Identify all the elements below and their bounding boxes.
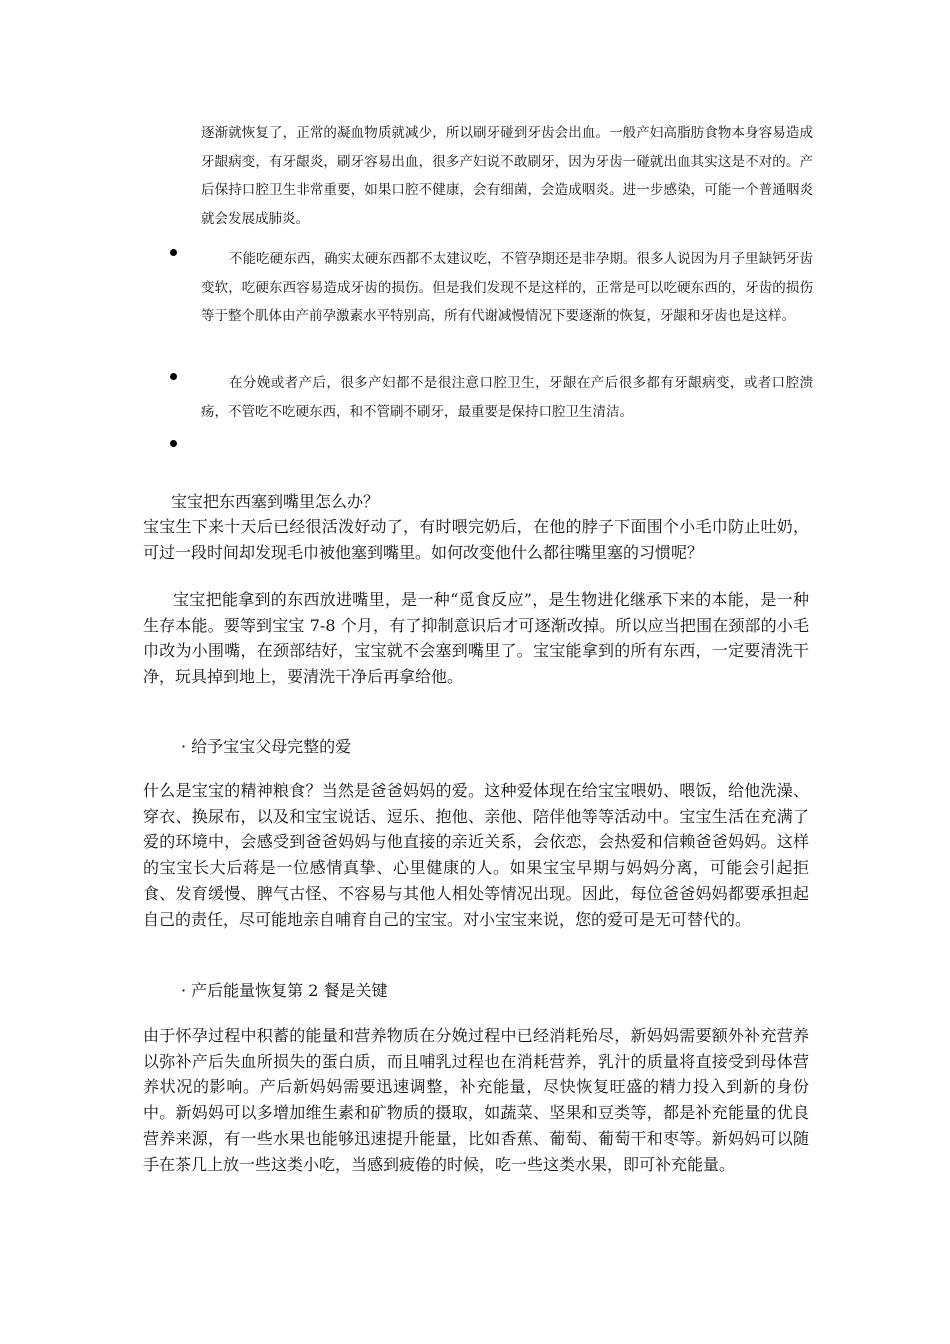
bullet-icon xyxy=(170,440,177,447)
section-heading: · 给予宝宝父母完整的爱 xyxy=(181,737,352,756)
answer-paragraph: 宝宝把能拿到的东西放进嘴里，是一种“觅食反应”，是生物进化继承下来的本能，是一种生存本能。要等到宝宝 7-8 个月，有了抑制意识后才可逐渐改掉。所以应当把围在颈部的小毛巾改为小围嘴，在颈部结好，宝宝就不会塞到嘴里了。宝宝能拿到的所有东西，一定要清洗干净，玩具掉到地上，要清洗干净后再拿给他。 xyxy=(143,590,809,687)
question-paragraph: 宝宝生下来十天后已经很活泼好动了，有时喂完奶后，在他的脖子下面围个小毛巾防止吐奶，可过一段时间却发现毛巾被他塞到嘴里。如何改变他什么都往嘴里塞的习惯呢？ xyxy=(143,517,809,562)
bullet-icon xyxy=(170,249,177,256)
list-item xyxy=(201,245,813,331)
list-item-text: 不能吃硬东西，确实太硬东西都不太建议吃，不管孕期还是非孕期。很多人说因为月子里缺钙牙齿变软，吃硬东西容易造成牙齿的损伤。但是我们发现不是这样的，正常是可以吃硬东西的，牙齿的损伤等于整个肌体由产前孕激素水平特别高，所有代谢减慢情况下要逐渐的恢复，牙龈和牙齿也是这样。 xyxy=(201,251,813,324)
continuation-paragraph: 逐渐就恢复了，正常的凝血物质就减少，所以刷牙碰到牙齿会出血。一般产妇高脂肪食物本身容易造成牙龈病变，有牙龈炎，刷牙容易出血，很多产妇说不敢刷牙，因为牙齿一碰就出血其实这是不对的。产后保持口腔卫生非常重要，如果口腔不健康，会有细菌，会造成咽炎。进一步感染，可能一个普通咽炎就会发展成肺炎。 xyxy=(201,125,813,227)
body-paragraph: 什么是宝宝的精神粮食？当然是爸爸妈妈的爱。这种爱体现在给宝宝喂奶、喂饭，给他洗澡、穿衣、换尿布，以及和宝宝说话、逗乐、抱他、亲他、陪伴他等等活动中。宝宝生活在充满了爱的环境中，会感受到爸爸妈妈与他直接的亲近关系，会依恋，会热爱和信赖爸爸妈妈。这样的宝宝长大后蒋是一位感情真挚、心里健康的人。如果宝宝早期与妈妈分离，可能会引起拒食、发育缓慢、脾气古怪、不容易与其他人相处等情况出现。因此，每位爸爸妈妈都要承担起自己的责任，尽可能地亲自哺育自己的宝宝。对小宝宝来说，您的爱可是无可替代的。 xyxy=(143,781,809,929)
body-paragraph: 由于怀孕过程中积蓄的能量和营养物质在分娩过程中已经消耗殆尽，新妈妈需要额外补充营养以弥补产后失血所损失的蛋白质，而且哺乳过程也在消耗营养，乳汁的质量将直接受到母体营养状况的影响。产后新妈妈需要迅速调整，补充能量，尽快恢复旺盛的精力投入到新的身份中。新妈妈可以多增加维生素和矿物质的摄取，如蔬菜、坚果和豆类等，都是补充能量的优良营养来源，有一些水果也能够迅速提升能量，比如香蕉、葡萄、葡萄干和枣等。新妈妈可以随手在茶几上放一些这类小吃，当感到疲倦的时候，吃一些这类水果，即可补充能量。 xyxy=(143,1026,809,1174)
list-item xyxy=(201,369,813,426)
bullet-icon xyxy=(170,373,177,380)
section-heading: · 产后能量恢复第 2 餐是关键 xyxy=(181,981,388,1000)
list-item-text: 在分娩或者产后，很多产妇都不是很注意口腔卫生，牙龈在产后很多都有牙龈病变，或者口腔溃疡，不管吃不吃硬东西，和不管刷不刷牙，最重要是保持口腔卫生清洁。 xyxy=(201,375,813,420)
section-title: 宝宝把东西塞到嘴里怎么办？ xyxy=(171,492,380,511)
